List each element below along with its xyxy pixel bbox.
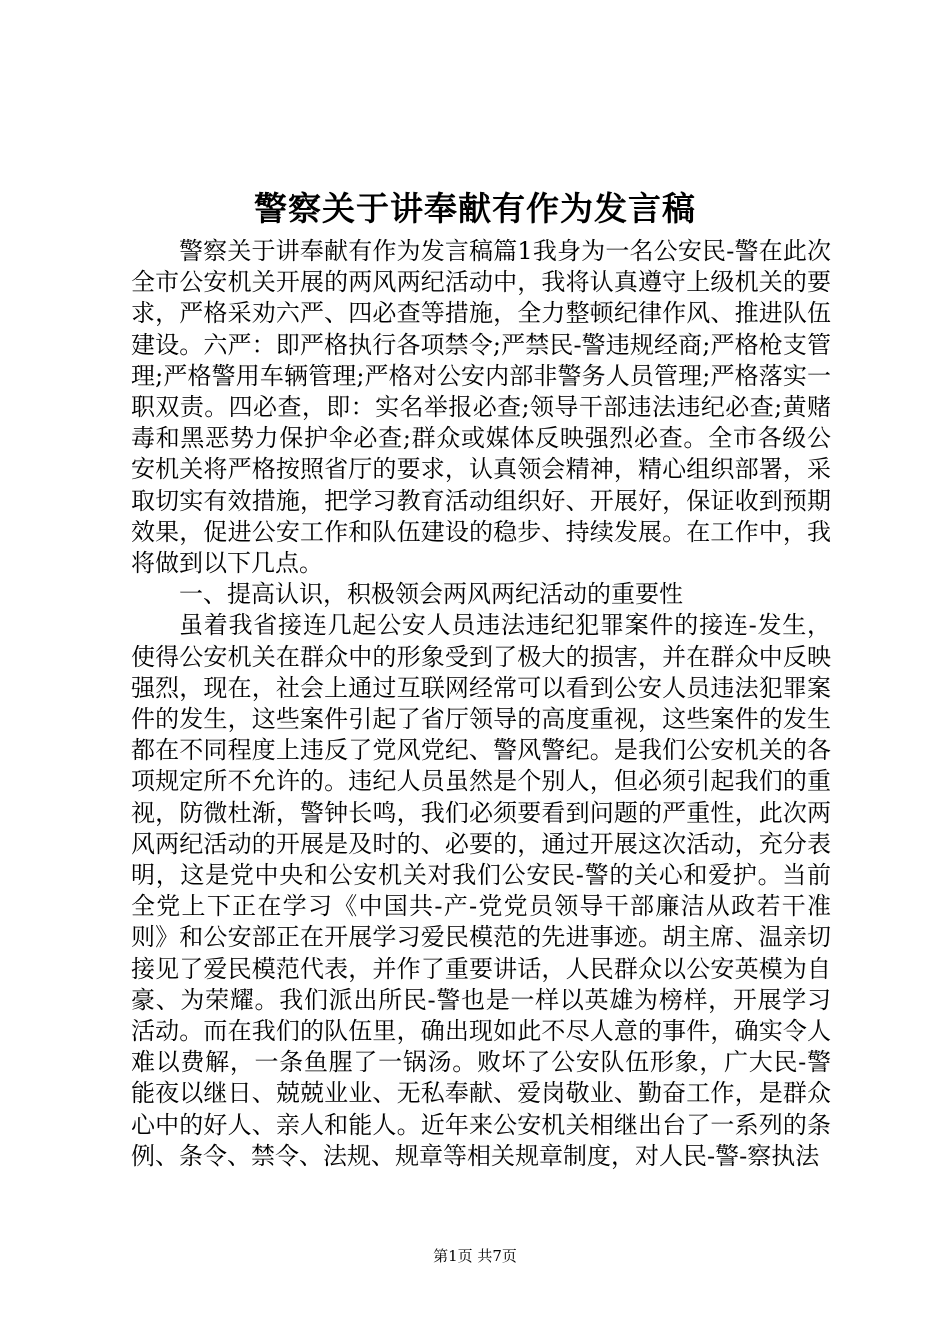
- page-number-label: 第1页 共7页: [433, 1247, 517, 1265]
- paragraph-section-1: 虽着我省接连几起公安人员违法违纪犯罪案件的接连-发生，使得公安机关在群众中的形象受到了极大的损害，并在群众中反映强烈，现在，社会上通过互联网经常可以看到公安人员违法犯罪案件的发生，这些案件引起了省厅领导的高度重视，这些案件的发生都在不同程度上违反了党风党纪、警风警纪。是我们公安机关的各项规定所不允许的。违纪人员虽然是个别人，但必须引起我们的重视，防微杜渐，警钟长鸣，我们必须要看到问题的严重性，此次两风两纪活动的开展是及时的、必要的，通过开展这次活动，充分表明，这是党中央和公安机关对我们公安民-警的关心和爱护。当前全党上下正在学习《中国共-产-党党员领导干部廉洁从政若干准则》和公安部正在开展学习爱民模范的先进事迹。胡主席、温亲切接见了爱民模范代表，并作了重要讲话，人民群众以公安英模为自豪、为荣耀。我们派出所民-警也是一样以英雄为榜样，开展学习活动。而在我们的队伍里，确出现如此不尽人意的事件，确实令人难以费解，一条鱼腥了一锅汤。败坏了公安队伍形象，广大民-警能夜以继日、兢兢业业、无私奉献、爱岗敬业、勤奋工作，是群众心中的好人、亲人和能人。近年来公安机关相继出台了一系列的条例、条令、禁令、法规、规章等相关规章制度，对人民-警-察执法: [131, 611, 831, 1170]
- page-footer: [0, 1246, 950, 1266]
- paragraph-intro: 警察关于讲奉献有作为发言稿篇1我身为一名公安民-警在此次全市公安机关开展的两风两纪活动中，我将认真遵守上级机关的要求，严格采劝六严、四必查等措施，全力整顿纪律作风、推进队伍建设。六严：即严格执行各项禁令;严禁民-警违规经商;严格枪支管理;严格警用车辆管理;严格对公安内部非警务人员管理;严格落实一职双责。四必查，即：实名举报必查;领导干部违法违纪必查;黄赌毒和黑恶势力保护伞必查;群众或媒体反映强烈必查。全市各级公安机关将严格按照省厅的要求，认真领会精神，精心组织部署，采取切实有效措施，把学习教育活动组织好、开展好，保证收到预期效果，促进公安工作和队伍建设的稳步、持续发展。在工作中，我将做到以下几点。: [131, 237, 831, 578]
- document-title: 警察关于讲奉献有作为发言稿: [254, 189, 696, 228]
- document-body: [131, 236, 831, 1172]
- section-heading-1: 一、提高认识，积极领会两风两纪活动的重要性: [179, 580, 683, 609]
